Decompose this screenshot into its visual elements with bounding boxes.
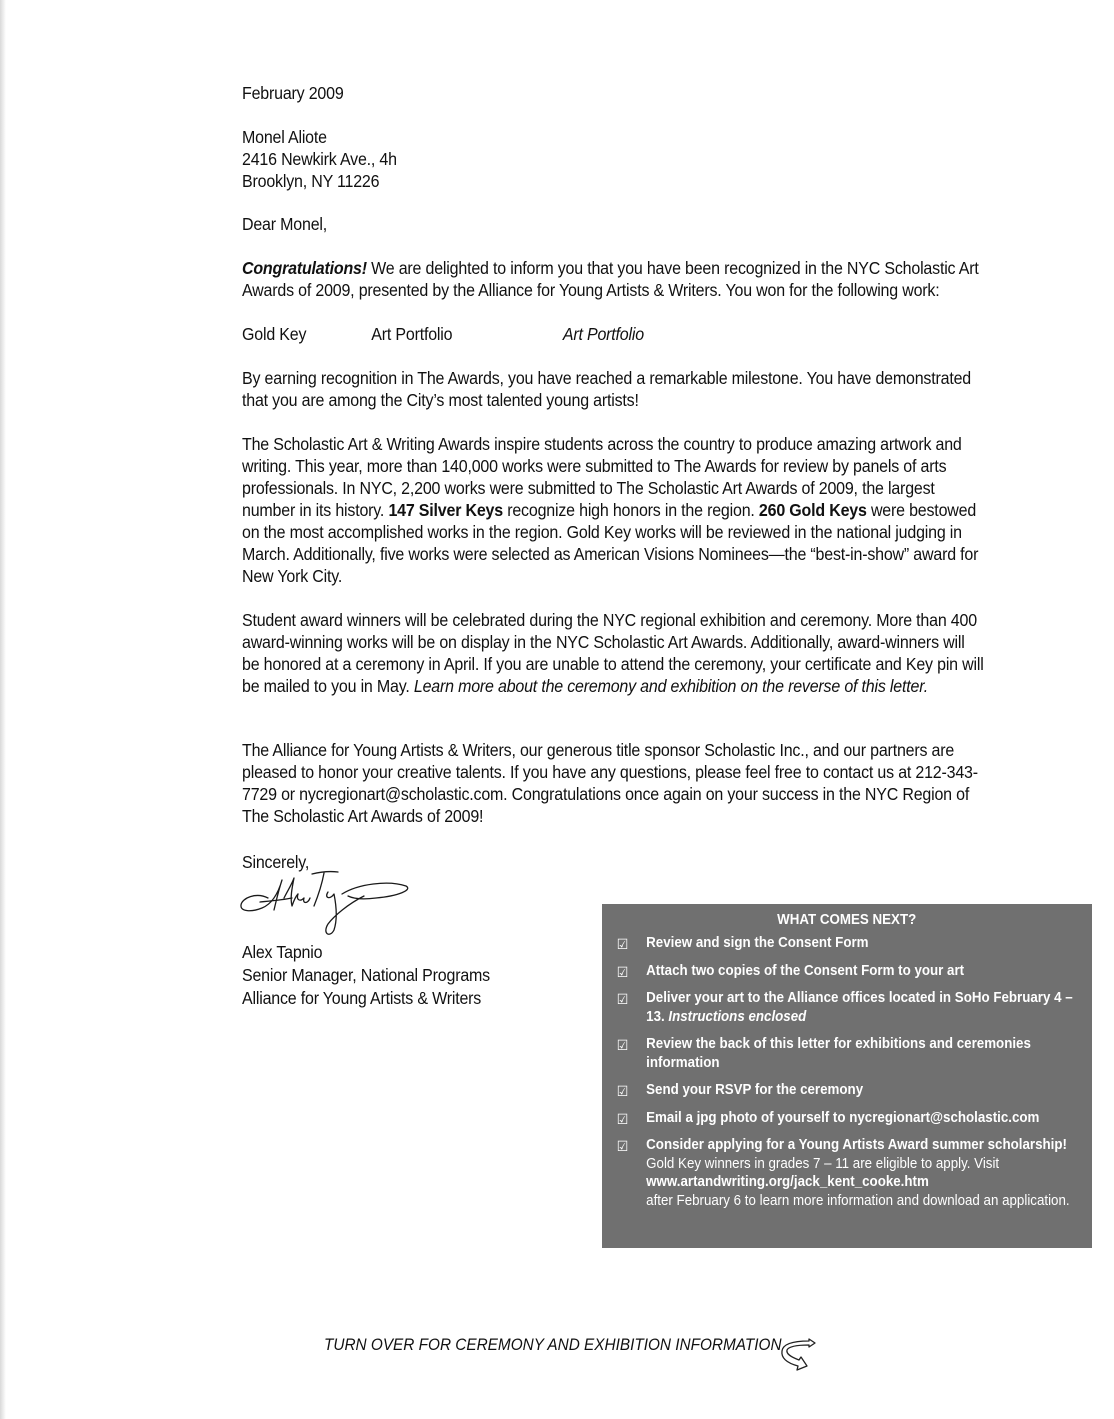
checkbox-checked-icon: ☑ xyxy=(616,963,629,980)
scholarship-headline: Consider applying for a Young Artists Award summer scholarship! xyxy=(646,1137,1067,1153)
signer-block xyxy=(242,941,490,1010)
ceremony-text: Student award winners will be celebrated during the NYC regional exhibition and ceremony. More than 400 award-winning works will be on display in the NYC Scholastic Art Awards. Additionally, award-winners will be honored at a ceremony in April. If you are unable to attend the ceremony, your certificate and Key pin will be mailed to you in May. xyxy=(242,610,984,696)
instructions-enclosed-note: Instructions enclosed xyxy=(668,1008,807,1025)
checkbox-checked-icon: ☑ xyxy=(616,1138,629,1154)
checkbox-checked-icon: ☑ xyxy=(616,991,629,1007)
awards-info-text-a: The Scholastic Art & Writing Awards inspire students across the country to produce amazing artwork and writing. This year, more than 140,000 works were submitted to The Awards for review by panels of arts professionals. In NYC, 2,200 works were submitted to The Scholastic Art Awards of 2009, the largest number in its history. xyxy=(242,434,962,520)
handwritten-signature xyxy=(238,868,413,940)
next-item-label: Send your RSVP for the ceremony xyxy=(646,1082,864,1098)
turn-over-note: TURN OVER FOR CEREMONY AND EXHIBITION INFORMATION xyxy=(324,1336,782,1354)
paragraph-contact: The Alliance for Young Artists & Writers, our generous title sponsor Scholastic Inc., and our partners are pleased to honor your creative talents. If you have any questions, please feel free to contact us at 212-343-7729 or nycregionart@scholastic.com. Congratulations once again on your success in the NYC Region of The Scholastic Art Awards of 2009! xyxy=(242,740,978,826)
next-item-review-back xyxy=(617,1035,1092,1072)
turn-over-arrow-icon xyxy=(779,1336,819,1374)
recipient-city: Brooklyn, NY 11226 xyxy=(242,171,380,191)
gold-keys-count: 260 Gold Keys xyxy=(758,500,867,520)
page-edge-shadow xyxy=(0,0,6,1419)
salutation: Dear Monel, xyxy=(242,214,328,234)
next-item-rsvp xyxy=(617,1081,1092,1100)
signer-title: Senior Manager, National Programs xyxy=(242,965,490,985)
next-item-label: Review and sign the Consent Form xyxy=(646,935,869,951)
closing: Sincerely, xyxy=(242,852,310,872)
what-comes-next-list xyxy=(602,934,1091,1210)
checkbox-checked-icon: ☑ xyxy=(616,1037,629,1053)
next-item-consent-form xyxy=(617,934,1092,953)
what-comes-next-title: WHAT COMES NEXT? xyxy=(777,912,917,928)
checkbox-checked-icon: ☑ xyxy=(616,936,629,952)
awards-info-text-c: were bestowed on the most accomplished works in the region. Gold Key works will be reviewed in the national judging in March. Additionally, five works were selected as American Visions Nominees—the “best-in-show” award for New York City. xyxy=(242,500,979,586)
paragraph-awards-info xyxy=(242,433,986,587)
paragraph-milestone: By earning recognition in The Awards, you have reached a remarkable milestone. You have demonstrated that you are among the City’s most talented young artists! xyxy=(242,368,971,410)
recipient-address xyxy=(242,126,397,192)
next-item-scholarship xyxy=(617,1136,1092,1210)
recipient-street: 2416 Newkirk Ave., 4h xyxy=(242,149,397,169)
next-item-label: Attach two copies of the Consent Form to your art xyxy=(646,962,965,979)
awards-info-text-b: recognize high honors in the region. xyxy=(502,500,759,520)
paragraph-ceremony xyxy=(242,609,986,697)
congratulations-text: We are delighted to inform you that you have been recognized in the NYC Scholastic Art Awards of 2009, presented by the Alliance for Young Artists & Writers. You won for the following work: xyxy=(242,258,979,300)
signer-org: Alliance for Young Artists & Writers xyxy=(242,988,482,1008)
scholarship-url: www.artandwriting.org/jack_kent_cooke.htm xyxy=(646,1174,929,1190)
congratulations-lead: Congratulations! xyxy=(242,258,367,278)
next-item-label: Review the back of this letter for exhibitions and ceremonies information xyxy=(646,1036,1031,1071)
paragraph-congratulations xyxy=(242,257,986,301)
signer-name: Alex Tapnio xyxy=(242,942,323,962)
next-item-label: Email a jpg photo of yourself to nycregionart@scholastic.com xyxy=(646,1109,1040,1126)
award-category: Art Portfolio xyxy=(371,324,453,344)
checkbox-checked-icon: ☑ xyxy=(616,1110,629,1127)
award-level: Gold Key xyxy=(242,324,307,344)
what-comes-next-box xyxy=(602,904,1092,1248)
checkbox-checked-icon: ☑ xyxy=(616,1083,629,1099)
recipient-name: Monel Aliote xyxy=(242,127,327,147)
silver-keys-count: 147 Silver Keys xyxy=(388,500,503,520)
ceremony-italic-note: Learn more about the ceremony and exhibition on the reverse of this letter. xyxy=(413,676,929,696)
next-item-deliver-art xyxy=(617,989,1092,1026)
next-item-label: Deliver your art to the Alliance offices located in SoHo February 4 – 13. xyxy=(646,990,1073,1025)
scholarship-details: after February 6 to learn more information and download an application. xyxy=(646,1192,1070,1209)
next-item-email-photo xyxy=(617,1109,1092,1128)
scholarship-eligibility: Gold Key winners in grades 7 – 11 are eligible to apply. Visit xyxy=(646,1155,1000,1172)
letter-date: February 2009 xyxy=(242,83,344,103)
award-title: Art Portfolio xyxy=(562,324,644,344)
next-item-attach-copies xyxy=(617,962,1092,981)
